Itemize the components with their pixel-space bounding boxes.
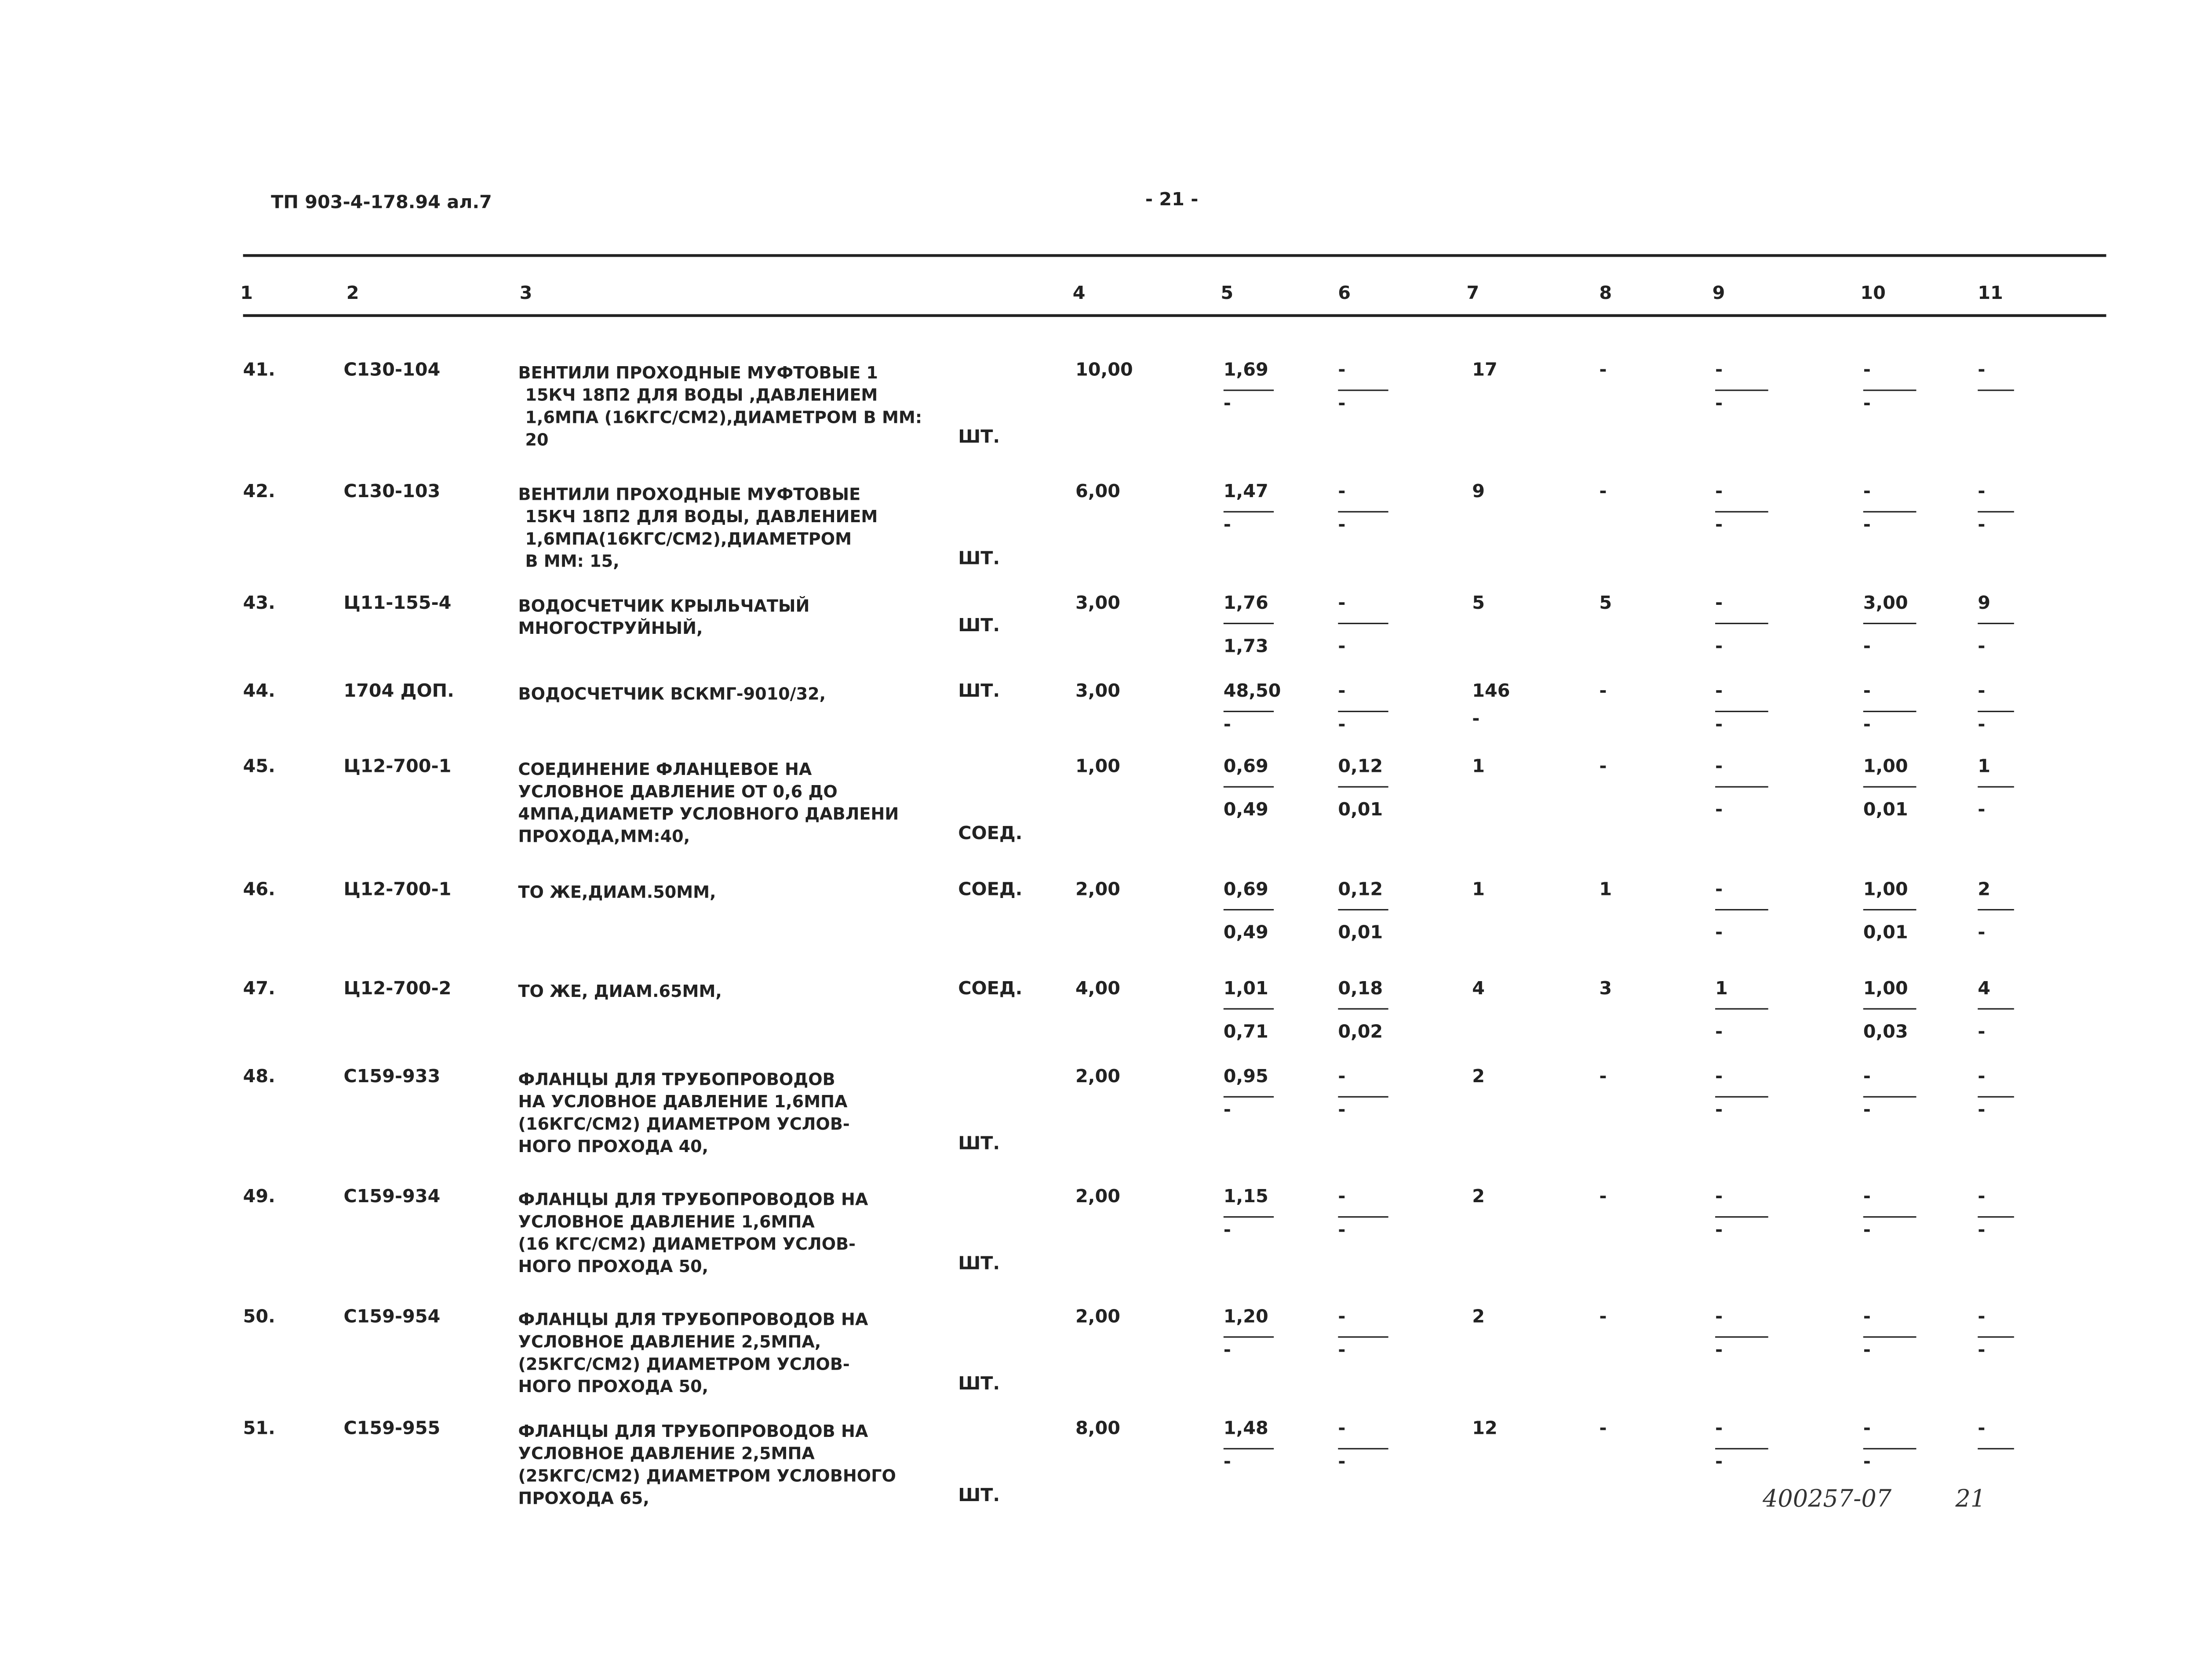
fraction-line <box>1863 1448 1917 1449</box>
row-number: 51. <box>243 1418 275 1440</box>
description-line: (25КГС/СМ2) ДИАМЕТРОМ УСЛОВ- <box>518 1354 850 1374</box>
column-header: 7 <box>1466 283 1479 305</box>
value-c10-bottom: - <box>1863 1340 1871 1362</box>
value-c10-bottom: - <box>1863 1220 1871 1242</box>
description-line: НОГО ПРОХОДА 40, <box>518 1136 709 1156</box>
quantity: 2,00 <box>1075 1066 1120 1088</box>
fraction-line <box>1715 1336 1768 1338</box>
price-code: С159-934 <box>343 1187 441 1208</box>
row-number: 44. <box>243 681 275 702</box>
fraction-line <box>1715 389 1768 391</box>
value-c8: 1 <box>1599 880 1612 901</box>
description-line: (25КГС/СМ2) ДИАМЕТРОМ УСЛОВНОГО <box>518 1466 896 1486</box>
fraction-line <box>1978 711 2014 712</box>
value-c10-top: - <box>1863 1066 1871 1088</box>
description-line: ПРОХОДА,ММ:40, <box>518 826 690 847</box>
value-c5-top: 1,76 <box>1223 593 1268 615</box>
description-line: НА УСЛОВНОЕ ДАВЛЕНИЕ 1,6МПА <box>518 1092 848 1112</box>
value-c9-top: - <box>1715 1187 1723 1208</box>
fraction-line <box>1715 1448 1768 1449</box>
value-c6-bottom: 0,01 <box>1338 923 1383 944</box>
value-c9-top: - <box>1715 1307 1723 1328</box>
price-code: Ц12-700-1 <box>343 880 452 901</box>
value-c9-top: - <box>1715 360 1723 382</box>
description-line: ТО ЖЕ, ДИАМ.65ММ, <box>518 982 722 1001</box>
value-c11-top: - <box>1978 1307 1986 1328</box>
value-c6-bottom: - <box>1338 1220 1346 1242</box>
value-c5-top: 0,95 <box>1223 1066 1268 1088</box>
value-c9-top: - <box>1715 481 1723 503</box>
price-code: С130-103 <box>343 481 441 503</box>
value-c5-bottom: - <box>1223 715 1231 736</box>
value-c11-bottom: - <box>1978 923 1986 944</box>
value-c5-top: 1,01 <box>1223 978 1268 1000</box>
fraction-line <box>1863 1216 1917 1218</box>
value-c6-top: - <box>1338 681 1346 702</box>
value-c5-bottom: - <box>1223 515 1231 536</box>
value-c6-bottom: - <box>1338 1100 1346 1121</box>
value-c9-bottom: - <box>1715 1220 1723 1242</box>
fraction-line <box>1715 511 1768 513</box>
description-line: ВОДОСЧЕТЧИК ВСКМГ-9010/32, <box>518 684 826 704</box>
unit: ШТ. <box>958 1486 1000 1507</box>
quantity: 2,00 <box>1075 1307 1120 1328</box>
description-line: УСЛОВНОЕ ДАВЛЕНИЕ ОТ 0,6 ДО <box>518 782 838 802</box>
fraction-line <box>1224 623 1274 624</box>
description-line: ФЛАНЦЫ ДЛЯ ТРУБОПРОВОДОВ НА <box>518 1421 868 1441</box>
value-c8: - <box>1599 481 1607 503</box>
doc-code: ТП 903-4-178.94 ал.7 <box>271 193 492 214</box>
description-line: СОЕДИНЕНИЕ ФЛАНЦЕВОЕ НА <box>518 760 812 779</box>
value-c6-top: - <box>1338 1418 1346 1440</box>
value-c5-bottom: - <box>1223 1100 1231 1121</box>
quantity: 10,00 <box>1075 360 1133 382</box>
page-number: - 21 - <box>1145 190 1199 211</box>
value-c11-top: - <box>1978 1187 1986 1208</box>
value-c8: - <box>1599 1418 1607 1440</box>
price-code: Ц12-700-2 <box>343 978 452 1000</box>
column-header: 11 <box>1978 283 2003 305</box>
description-line: МНОГОСТРУЙНЫЙ, <box>518 618 703 638</box>
value-c11-bottom: - <box>1978 636 1986 658</box>
value-c10-bottom: - <box>1863 636 1871 658</box>
quantity: 4,00 <box>1075 978 1120 1000</box>
value-c11-top: - <box>1978 681 1986 702</box>
value-c9-bottom: - <box>1715 1022 1723 1043</box>
column-header: 5 <box>1221 283 1234 305</box>
fraction-line <box>1715 1096 1768 1098</box>
unit: ШТ. <box>958 615 1000 637</box>
value-c10-bottom: - <box>1863 515 1871 536</box>
value-c11-top: 1 <box>1978 756 1990 778</box>
value-c9-top: - <box>1715 1418 1723 1440</box>
value-c5-top: 1,69 <box>1223 360 1268 382</box>
row-number: 50. <box>243 1307 275 1328</box>
unit: СОЕД. <box>958 880 1023 901</box>
value-c6-bottom: - <box>1338 715 1346 736</box>
value-c9-bottom: - <box>1715 393 1723 415</box>
row-number: 47. <box>243 978 275 1000</box>
value-c9-top: - <box>1715 681 1723 702</box>
description-line: 15КЧ 18П2 ДЛЯ ВОДЫ, ДАВЛЕНИЕМ <box>525 507 878 527</box>
fraction-line <box>1978 623 2014 624</box>
value-c5-bottom: - <box>1223 393 1231 415</box>
fraction-line <box>1338 511 1388 513</box>
value-c11-bottom: - <box>1978 1220 1986 1242</box>
value-c7: 2 <box>1472 1307 1485 1328</box>
value-c5-bottom: 0,71 <box>1223 1022 1268 1043</box>
quantity: 8,00 <box>1075 1418 1120 1440</box>
value-c7: 1 <box>1472 880 1485 901</box>
fraction-line <box>1863 1008 1917 1010</box>
price-code: С130-104 <box>343 360 441 382</box>
fraction-line <box>1338 389 1388 391</box>
value-c11-bottom: - <box>1978 715 1986 736</box>
value-c9-bottom: - <box>1715 923 1723 944</box>
row-number: 49. <box>243 1187 275 1208</box>
fraction-line <box>1338 1008 1388 1010</box>
value-c10-top: - <box>1863 1307 1871 1328</box>
fraction-line <box>1338 711 1388 712</box>
description-line: 4МПА,ДИАМЕТР УСЛОВНОГО ДАВЛЕНИ <box>518 804 899 824</box>
unit: ШТ. <box>958 549 1000 570</box>
value-c6-top: - <box>1338 360 1346 382</box>
value-c11-top: - <box>1978 360 1986 382</box>
row-number: 42. <box>243 481 275 503</box>
value-c10-top: - <box>1863 681 1871 702</box>
value-c5-bottom: - <box>1223 1452 1231 1473</box>
description-line: ВОДОСЧЕТЧИК КРЫЛЬЧАТЫЙ <box>518 596 810 616</box>
value-c9-top: - <box>1715 756 1723 778</box>
column-header: 2 <box>346 283 359 305</box>
value-c7: 2 <box>1472 1066 1485 1088</box>
fraction-line <box>1715 909 1768 910</box>
value-c6-top: 0,12 <box>1338 880 1383 901</box>
value-c6-top: - <box>1338 1066 1346 1088</box>
value-c6-bottom: - <box>1338 393 1346 415</box>
value-c6-top: - <box>1338 1307 1346 1328</box>
description-line: УСЛОВНОЕ ДАВЛЕНИЕ 2,5МПА, <box>518 1332 821 1352</box>
description-line: (16 КГС/СМ2) ДИАМЕТРОМ УСЛОВ- <box>518 1234 856 1254</box>
value-c7: 9 <box>1472 481 1485 503</box>
value-c5-bottom: - <box>1223 1220 1231 1242</box>
description-line: ФЛАНЦЫ ДЛЯ ТРУБОПРОВОДОВ НА <box>518 1309 868 1330</box>
fraction-line <box>1863 786 1917 787</box>
description-line: (16КГС/СМ2) ДИАМЕТРОМ УСЛОВ- <box>518 1114 850 1134</box>
fraction-line <box>1338 1216 1388 1218</box>
column-header: 3 <box>519 283 532 305</box>
value-c11-top: - <box>1978 1418 1986 1440</box>
unit: ШТ. <box>958 1254 1000 1275</box>
fraction-line <box>1224 1448 1274 1449</box>
value-c6-bottom: - <box>1338 515 1346 536</box>
value-c8: - <box>1599 1307 1607 1328</box>
value-c10-top: - <box>1863 1418 1871 1440</box>
fraction-line <box>1863 389 1917 391</box>
price-code: 1704 ДОП. <box>343 681 454 702</box>
value-c10-top: 1,00 <box>1863 880 1908 901</box>
description-line: НОГО ПРОХОДА 50, <box>518 1377 709 1396</box>
fraction-line <box>1978 1336 2014 1338</box>
value-c5-top: 48,50 <box>1223 681 1281 702</box>
row-number: 46. <box>243 880 275 901</box>
value-c5-bottom: 1,73 <box>1223 636 1268 658</box>
value-c10-top: 1,00 <box>1863 756 1908 778</box>
fraction-line <box>1863 623 1917 624</box>
fraction-line <box>1338 623 1388 624</box>
row-number: 41. <box>243 360 275 382</box>
value-c10-bottom: 0,01 <box>1863 923 1908 944</box>
value-c6-bottom: 0,01 <box>1338 800 1383 821</box>
value-c7: 5 <box>1472 593 1485 615</box>
value-c6-bottom: - <box>1338 1340 1346 1362</box>
value-c5-top: 1,20 <box>1223 1307 1268 1328</box>
value-c10-bottom: - <box>1863 715 1871 736</box>
value-c10-bottom: 0,03 <box>1863 1022 1908 1043</box>
fraction-line <box>1338 1336 1388 1338</box>
price-code: С159-954 <box>343 1307 441 1328</box>
value-c10-bottom: - <box>1863 393 1871 415</box>
description-line: 1,6МПА (16КГС/СМ2),ДИАМЕТРОМ В ММ: <box>525 407 922 428</box>
value-c8: - <box>1599 681 1607 702</box>
fraction-line <box>1978 1008 2014 1010</box>
row-number: 45. <box>243 756 275 778</box>
value-c11-top: 9 <box>1978 593 1990 615</box>
quantity: 2,00 <box>1075 880 1120 901</box>
value-c5-bottom: 0,49 <box>1223 800 1268 821</box>
description-line: В ММ: 15, <box>525 551 619 571</box>
fraction-line <box>1978 1448 2014 1449</box>
price-code: С159-955 <box>343 1418 441 1440</box>
fraction-line <box>1978 909 2014 910</box>
value-c6-bottom: 0,02 <box>1338 1022 1383 1043</box>
value-c9-bottom: - <box>1715 1452 1723 1473</box>
value-c7: 17 <box>1472 360 1498 382</box>
value-c10-top: 3,00 <box>1863 593 1908 615</box>
unit: ШТ. <box>958 681 1000 702</box>
value-c9-top: - <box>1715 880 1723 901</box>
value-c6-bottom: - <box>1338 636 1346 658</box>
value-c6-bottom: - <box>1338 1452 1346 1473</box>
value-c7: 1 <box>1472 756 1485 778</box>
fraction-line <box>1224 786 1274 787</box>
quantity: 3,00 <box>1075 681 1120 702</box>
value-c11-bottom: - <box>1978 515 1986 536</box>
value-c8: 3 <box>1599 978 1612 1000</box>
value-c7: 146 <box>1472 681 1510 702</box>
value-c7: 12 <box>1472 1418 1498 1440</box>
fraction-line <box>1715 786 1768 787</box>
column-header: 8 <box>1599 283 1612 305</box>
fraction-line <box>1224 511 1274 513</box>
value-c6-top: 0,18 <box>1338 978 1383 1000</box>
fraction-line <box>1715 711 1768 712</box>
description-line: НОГО ПРОХОДА 50, <box>518 1257 709 1276</box>
quantity: 3,00 <box>1075 593 1120 615</box>
fraction-line <box>1224 1336 1274 1338</box>
description-line: ФЛАНЦЫ ДЛЯ ТРУБОПРОВОДОВ <box>518 1069 835 1089</box>
value-c5-top: 0,69 <box>1223 880 1268 901</box>
column-header: 1 <box>240 283 253 305</box>
fraction-line <box>1978 1096 2014 1098</box>
description-line: УСЛОВНОЕ ДАВЛЕНИЕ 2,5МПА <box>518 1444 815 1464</box>
value-c9-top: - <box>1715 593 1723 615</box>
column-header: 9 <box>1712 283 1725 305</box>
description-line: ВЕНТИЛИ ПРОХОДНЫЕ МУФТОВЫЕ <box>518 484 861 504</box>
handwritten-page-number: 21 <box>1955 1486 1986 1514</box>
value-c5-bottom: - <box>1223 1340 1231 1362</box>
value-c11-top: - <box>1978 481 1986 503</box>
unit: ШТ. <box>958 1374 1000 1395</box>
value-c5-top: 1,15 <box>1223 1187 1268 1208</box>
value-c11-bottom: - <box>1978 800 1986 821</box>
quantity: 1,00 <box>1075 756 1120 778</box>
description-line: УСЛОВНОЕ ДАВЛЕНИЕ 1,6МПА <box>518 1212 815 1232</box>
value-c6-top: - <box>1338 481 1346 503</box>
fraction-line <box>1715 1216 1768 1218</box>
column-header: 6 <box>1338 283 1351 305</box>
value-c9-bottom: - <box>1715 515 1723 536</box>
value-c11-bottom: - <box>1978 1340 1986 1362</box>
value-c6-top: - <box>1338 1187 1346 1208</box>
value-c11-top: - <box>1978 1066 1986 1088</box>
fraction-line <box>1338 1096 1388 1098</box>
description-line: ТО ЖЕ,ДИАМ.50ММ, <box>518 882 716 902</box>
fraction-line <box>1338 786 1388 787</box>
value-c9-top: 1 <box>1715 978 1728 1000</box>
value-c7: 2 <box>1472 1187 1485 1208</box>
price-code: Ц11-155-4 <box>343 593 452 615</box>
fraction-line <box>1224 1216 1274 1218</box>
value-c6-top: 0,12 <box>1338 756 1383 778</box>
row-number: 48. <box>243 1066 275 1088</box>
value-c5-bottom: 0,49 <box>1223 923 1268 944</box>
description-line: 20 <box>525 430 549 450</box>
value-c8: - <box>1599 360 1607 382</box>
column-header: 4 <box>1072 283 1086 305</box>
value-c11-top: 2 <box>1978 880 1990 901</box>
value-c10-bottom: - <box>1863 1452 1871 1473</box>
column-header: 10 <box>1860 283 1886 305</box>
description-line: 15КЧ 18П2 ДЛЯ ВОДЫ ,ДАВЛЕНИЕМ <box>525 385 878 405</box>
table-header-rule <box>243 314 2106 317</box>
fraction-line <box>1863 1336 1917 1338</box>
value-c11-bottom: - <box>1978 1100 1986 1121</box>
value-c10-top: - <box>1863 360 1871 382</box>
fraction-line <box>1863 711 1917 712</box>
fraction-line <box>1224 1008 1274 1010</box>
value-c9-bottom: - <box>1715 636 1723 658</box>
quantity: 2,00 <box>1075 1187 1120 1208</box>
fraction-line <box>1715 1008 1768 1010</box>
handwritten-code: 400257-07 <box>1762 1486 1892 1514</box>
description-line: ПРОХОДА 65, <box>518 1488 649 1508</box>
fraction-line <box>1978 389 2014 391</box>
fraction-line <box>1224 1096 1274 1098</box>
description-line: 1,6МПА(16КГС/СМ2),ДИАМЕТРОМ <box>525 529 852 549</box>
value-c5-top: 1,48 <box>1223 1418 1268 1440</box>
value-c5-top: 0,69 <box>1223 756 1268 778</box>
value-c8: - <box>1599 1066 1607 1088</box>
fraction-line <box>1338 1448 1388 1449</box>
fraction-line <box>1715 623 1768 624</box>
fraction-line <box>1978 1216 2014 1218</box>
fraction-line <box>1224 389 1274 391</box>
value-c10-bottom: - <box>1863 1100 1871 1121</box>
unit: ШТ. <box>958 1134 1000 1155</box>
value-c10-bottom: 0,01 <box>1863 800 1908 821</box>
value-c7: 4 <box>1472 978 1485 1000</box>
value-c8: 5 <box>1599 593 1612 615</box>
unit: ШТ. <box>958 427 1000 448</box>
price-code: Ц12-700-1 <box>343 756 452 778</box>
fraction-line <box>1978 786 2014 787</box>
value-c9-bottom: - <box>1715 715 1723 736</box>
value-c7-bottom: - <box>1472 709 1480 731</box>
value-c9-bottom: - <box>1715 800 1723 821</box>
unit: СОЕД. <box>958 824 1023 845</box>
description-line: ВЕНТИЛИ ПРОХОДНЫЕ МУФТОВЫЕ 1 <box>518 363 878 383</box>
quantity: 6,00 <box>1075 481 1120 503</box>
row-number: 43. <box>243 593 275 615</box>
fraction-line <box>1863 1096 1917 1098</box>
description-line: ФЛАНЦЫ ДЛЯ ТРУБОПРОВОДОВ НА <box>518 1189 868 1210</box>
value-c10-top: 1,00 <box>1863 978 1908 1000</box>
value-c10-top: - <box>1863 481 1871 503</box>
fraction-line <box>1224 909 1274 910</box>
fraction-line <box>1863 909 1917 910</box>
value-c11-bottom: - <box>1978 1022 1986 1043</box>
value-c10-top: - <box>1863 1187 1871 1208</box>
fraction-line <box>1224 711 1274 712</box>
value-c5-top: 1,47 <box>1223 481 1268 503</box>
value-c6-top: - <box>1338 593 1346 615</box>
fraction-line <box>1978 511 2014 513</box>
value-c8: - <box>1599 756 1607 778</box>
fraction-line <box>1338 909 1388 910</box>
value-c11-top: 4 <box>1978 978 1990 1000</box>
table-top-rule <box>243 254 2106 257</box>
unit: СОЕД. <box>958 978 1023 1000</box>
value-c9-bottom: - <box>1715 1340 1723 1362</box>
value-c9-bottom: - <box>1715 1100 1723 1121</box>
fraction-line <box>1863 511 1917 513</box>
value-c9-top: - <box>1715 1066 1723 1088</box>
price-code: С159-933 <box>343 1066 441 1088</box>
value-c8: - <box>1599 1187 1607 1208</box>
